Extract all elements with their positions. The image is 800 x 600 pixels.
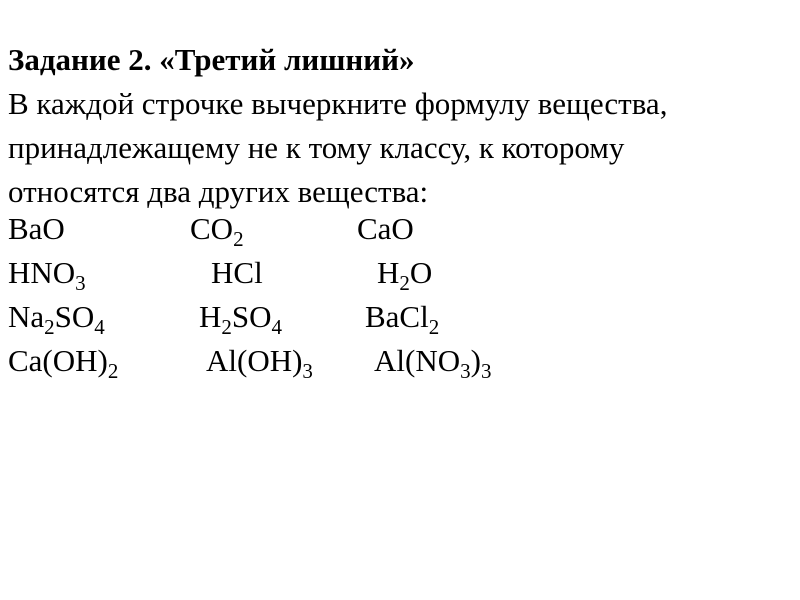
task-title: Задание 2. «Третий лишний»: [8, 42, 415, 77]
formula-subscript: 2: [221, 315, 232, 339]
formula-H2SO4[interactable]: [199, 298, 283, 339]
formula-text: H: [199, 299, 222, 334]
formula-text: CO: [190, 211, 234, 246]
formula-subscript: 4: [271, 315, 283, 339]
formula-CaOH2[interactable]: [8, 342, 119, 383]
formula-text: ): [470, 343, 481, 378]
formula-text: SO: [54, 299, 95, 334]
formula-HNO3[interactable]: [8, 254, 86, 295]
formula-subscript: 2: [44, 315, 55, 339]
formula-AlNO33[interactable]: [374, 342, 492, 383]
formula-text: Al(NO: [374, 343, 461, 378]
formula-CO2[interactable]: [190, 210, 244, 251]
formula-text: H: [377, 255, 400, 290]
formula-row-3: [0, 298, 800, 342]
formula-H2O[interactable]: [377, 254, 433, 295]
formula-text: BaCl: [365, 299, 429, 334]
formula-subscript: 3: [302, 359, 313, 383]
formula-BaCl2[interactable]: [365, 298, 440, 339]
formula-subscript: 3: [75, 271, 86, 295]
formula-CaO[interactable]: [357, 210, 414, 248]
formula-subscript: 4: [94, 315, 105, 339]
formula-subscript: 2: [428, 315, 440, 339]
formula-Na2SO4[interactable]: [8, 298, 105, 339]
instruction-line-2: принадлежащему не к тому классу, к которому: [8, 130, 625, 165]
formula-row-1: [0, 210, 800, 254]
formula-text: SO: [231, 299, 272, 334]
formula-subscript: 2: [399, 271, 410, 295]
formula-text: Na: [8, 299, 45, 334]
formula-text: O: [409, 255, 433, 290]
formula-AlOH3[interactable]: [206, 342, 313, 383]
formula-HCl[interactable]: [211, 254, 263, 292]
formula-subscript: 2: [107, 359, 119, 383]
formula-subscript: 3: [460, 359, 471, 383]
formula-text: CaO: [357, 211, 414, 246]
instruction-line-3: относятся два других вещества:: [8, 174, 429, 209]
formula-subscript: 2: [233, 227, 244, 251]
formula-text: HNO: [8, 255, 76, 290]
formula-text: Ca(OH): [8, 343, 108, 378]
formula-text: HCl: [211, 255, 263, 290]
formula-text: BaO: [8, 211, 65, 246]
formula-subscript: 3: [480, 359, 492, 383]
formula-BaO[interactable]: [8, 210, 65, 248]
instruction-line-1: В каждой строчке вычеркните формулу вещества,: [8, 86, 668, 121]
formula-row-2: [0, 254, 800, 298]
formula-text: Al(OH): [206, 343, 303, 378]
formula-row-4: [0, 342, 800, 386]
